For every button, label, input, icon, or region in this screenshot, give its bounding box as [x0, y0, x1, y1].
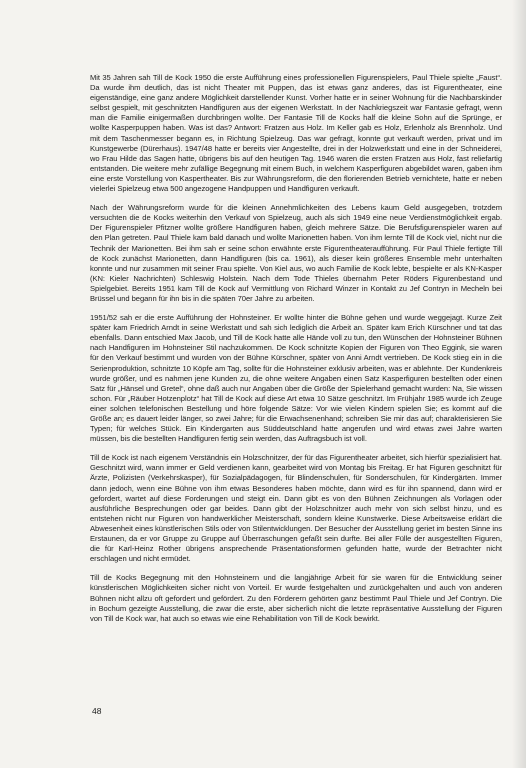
body-text [90, 73, 502, 633]
page-number: 48 [92, 706, 102, 716]
page-edge-shadow [512, 0, 526, 768]
paragraph-3: 1951/52 sah er die erste Aufführung der Hohnsteiner. Er wollte hinter die Bühne gehen und wurde weggejagt. Kurze Zeit später kam Friedrich Arndt in seine Werkstatt und sah sich lediglich die Arbeit an. Später kam Erich Kürschner und tat das ebenfalls. Dann entschied Max Jacob, und Till de Kock hatte alle Hände voll zu tun, den Wünschen der Hohnsteiner Bühnen nach Handfiguren im Hohnsteiner Stil nachzukommen. De Kock schnitzte Kopien der Figuren von Theo Eggink, sie waren für den Verkauf bestimmt und wurden von der Bühne Kürschner, später von Anni Arndt vertrieben. De Kock stieg ein in die Serienproduktion, schnitzte 10 Köpfe am Tag, sollte für die Hohnsteiner exklusiv arbeiten, was er ablehnte. Der Kundenkreis wurde größer, und es nahmen jene Kunden zu, die ohne weitere Angaben einen Satz Kasperfiguren bestellten oder einen Satz für „Hänsel und Gretel“, ohne daß auch nur Angaben über die Größe der Spielerhand gemacht wurden: Na, Sie wissen schon. Für „Räuber Hotzenplotz“ hat Till de Kock auf diese Art etwa 10 Sätze geschnitzt. Im Frühjahr 1985 wurde ich Zeuge einer solchen telefonischen Bestellung und höre folgende Sätze: Vor wie vielen Kindern spielen Sie; es kommt auf die Größe an; es dauert leider länger, so zwei Jahre; für die Erwachsenenhand; schreiben Sie mir das auf; charakterisieren Sie Typen; für welches Stück. Ein Kindergarten aus Süddeutschland hatte angerufen und wird etwas zwei Jahre warten müssen, bis die bestellten Handfiguren fertig sein werden, das Auftragsbuch ist voll. [90, 313, 502, 444]
paragraph-1: Mit 35 Jahren sah Till de Kock 1950 die erste Aufführung eines professionellen Figurenspielers, Paul Thiele spielte „Faust“. Da wurde ihm deutlich, das ist nicht Theater mit Puppen, das ist etwas ganz anderes, das ist Figurentheater, eine eigenständige, eine ganz andere Möglichkeit darstellender Kunst. Vorher hatte er in seiner Wohnung für die Nachbarskinder selbst gespielt, mit geschnitzten Handfiguren aus der eigenen Werkstatt. In der Nachkriegszeit war Fantasie gefragt, wenn man die Familie einigermaßen durchbringen wollte. Der Fantasie Till de Kocks half die kleine Sohn auf die Sprünge, er wollte Kasperpuppen haben. Was ist das? Antwort: Fratzen aus Holz. Im Keller gab es Holz, Erlenholz als Brennholz. Und mit dem Taschenmesser begann es, in Richtung Spielzeug. Das war gefragt, konnte gut verkauft werden, privat und im Kunstgewerbe (Dürerhaus). 1947/48 hatte er bereits vier Angestellte, drei in der Holzwerkstatt und eine in der Schneiderei, wo Frau Hilde das Sagen hatte, übrigens bis auf den heutigen Tag. 1946 waren die ersten Fratzen aus Holz, fast reliefartig entstanden. Die weitere mehr zufällige Begegnung mit einem Buch, in welchem Kasperfiguren abgebildet waren, gaben ihm eine erste Vorstellung von Kaspertheater. Bis zur Währungsreform, die den florierenden Betrieb vernichtete, hatte er neben vielerlei Spielzeug etwa 500 angezogene Handpuppen und Handfiguren verkauft. [90, 73, 502, 194]
paragraph-5: Till de Kocks Begegnung mit den Hohnsteinern und die langjährige Arbeit für sie waren für die Entwicklung seiner künstlerischen Möglichkeiten sicher nicht von Vorteil. Er wurde festgehalten und zurückgehalten und auch von anderen Bühnen nicht allzu oft gefordert und gefördert. Zu den Förderern gehörten ganz bestimmt Paul Thiele und Jef Contryn. Die in Bochum gezeigte Ausstellung, die zwar die erste, aber sicherlich nicht die letzte repräsentative Ausstellung der Figuren von Till de Kock war, hat auch so etwas wie eine Rehabilitation von Till de Kock bewirkt. [90, 573, 502, 623]
paragraph-4: Till de Kock ist nach eigenem Verständnis ein Holzschnitzer, der für das Figurentheater arbeitet, sich hierfür spezialisiert hat. Geschnitzt wird, wann immer er Geld verdienen kann, gearbeitet wird von Montag bis Freitag. Er hat Figuren geschnitzt für Ärzte, Polizisten (Verkehrskasper), für Sozialpädagogen, für Blindenschulen, für Sonderschulen, für Kindergärten. Immer dann jedoch, wenn eine Bühne von ihm etwas Besonderes haben möchte, dann wird es für ihn spannend, dann wird er gefordert, wartet auf diese Forderungen und steigt ein. Dann gibt es von den Bühnen Zeichnungen als Vorlagen oder ausführliche Besprechungen oder gar beides. Dann gibt der Holzschnitzer auch mehr von sich selbst hinzu, und es entstehen nicht nur Figuren von handwerklicher Meisterschaft, sondern kleine Kunstwerke. Diese Arbeitsweise erklärt die Abwesenheit eines künstlerischen Stils oder von Stilentwicklungen. Der Besucher der Ausstellung geriet im besten Sinne ins Erstaunen, da er vor Gruppe zu Gruppe auf Überraschungen gefaßt sein durfte. Bei aller Fülle der ausgestellten Figuren, die für Karl-Heinz Rother übrigens ansprechende Präsentationsformen gefunden hatte, wurde der Betrachter nicht erschlagen und nicht ermüdet. [90, 453, 502, 564]
paragraph-2: Nach der Währungsreform wurde für die kleinen Annehmlichkeiten des Lebens kaum Geld ausgegeben, trotzdem versuchten die de Kocks weiterhin den Verkauf von Spielzeug, auch als sich 1949 eine neue Verdienstmöglichkeit ergab. Der Figurenspieler Pfitzner wollte größere Handfiguren haben, gleich mehrere Sätze. Die Berufsfigurenspieler waren auf den Plan getreten. Paul Thiele kam bald danach und wollte Marionetten haben. Von ihm lernte Till de Kock viel, nicht nur die Technik der Marionetten. Bei ihm sah er seine schon erwähnte erste Figurentheateraufführung. Für Paul Thiele fertigte Till de Kock zunächst Marionetten, dann Handfiguren (bis ca. 1961), als dieser kein größeres Ensemble mehr unterhalten konnte und nur zusammen mit seiner Frau spielte. Von Kiel aus, wo auch Familie de Kock lebte, bespielte er als KN-Kasper (KN: Kieler Nachrichten) Schleswig Holstein. Nach dem Tode Thieles übernahm Peter Röders Figurenbestand und Spielgebiet. Bereits 1951 kam Till de Kock auf Vermittlung von Richard Winzer in Kontakt zu Jef Contryn in Mecheln bei Brüssel und begann für ihn bis in die späten 70er Jahre zu arbeiten. [90, 203, 502, 303]
